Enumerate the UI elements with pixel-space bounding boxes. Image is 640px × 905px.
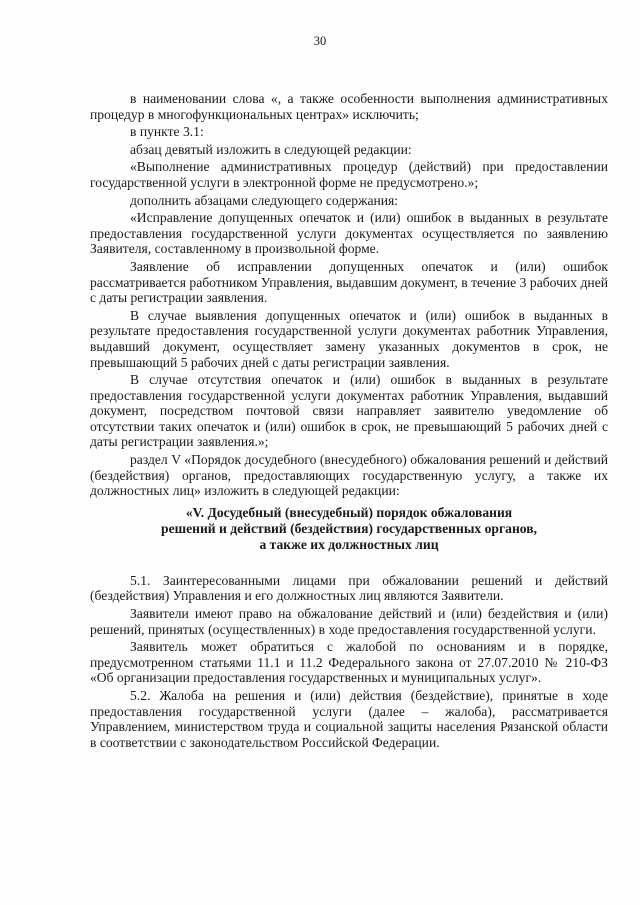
paragraph-name-change: в наименовании слова «, а также особенности выполнения административных процедур в многофункциональных центрах» исключить; [90, 91, 608, 122]
paragraph-electronic-form: «Выполнение административных процедур (действий) при предоставлении государственной услуги в электронной форме не предусмотрено.»; [90, 159, 608, 190]
paragraph-5-1: 5.1. Заинтересованными лицами при обжаловании решений и действий (бездействия) Управления и его должностных лиц являются Заявители. [90, 572, 608, 604]
section-v-heading [90, 505, 608, 553]
paragraph-5-2: 5.2. Жалоба на решения и (или) действия (бездействие), принятые в ходе предоставления государственной услуги (далее – жалоба), рассматривается Управлением, министерством труда и социальной защиты населения Рязанской области в соответствии с законодательством Российской Федерации. [90, 688, 608, 750]
paragraph-appeal-right: Заявители имеют право на обжалование действий и (или) бездействия и (или) решений, принятых (осуществленных) в ходе предоставления государственной услуги. [90, 606, 608, 637]
paragraph-complaint-grounds: Заявитель может обратиться с жалобой по основаниям и в порядке, предусмотренном статьями 11.1 и 11.2 Федерального закона от 27.07.2010 № 210-ФЗ «Об организации предоставления государственных и муниципальных услуг». [90, 639, 608, 686]
section-heading-line-1: «V. Досудебный (внесудебный) порядок обжалования [185, 504, 513, 520]
paragraph-correction-replacement: В случае выявления допущенных опечаток и (или) ошибок в выданных в результате предоставления государственной услуги документах работник Управления, выдавший документ, осуществляет замену указанных документов в срок, не превышающий 5 рабочих дней с даты регистрации заявления. [90, 307, 608, 370]
section-heading-line-2: решений и действий (бездействия) государственных органов, [161, 520, 537, 536]
document-body [90, 91, 608, 750]
page-number: 30 [313, 34, 327, 48]
paragraph-section-v-replace: раздел V «Порядок досудебного (внесудебного) обжалования решений и действий (бездействия) органов, предоставляющих государственную услугу, а также их должностных лиц» изложить в следующей редакции: [90, 452, 608, 499]
paragraph-ninth-abzac: абзац девятый изложить в следующей редакции: [130, 141, 412, 157]
paragraph-correction-request: «Исправление допущенных опечаток и (или) ошибок в выданных в результате предоставления государственной услуги документах осуществляется по заявлению Заявителя, составленному в произвольной форме. [90, 210, 608, 257]
paragraph-correction-review: Заявление об исправлении допущенных опечаток и (или) ошибок рассматривается работником Управления, выдавшим документ, в течение 3 рабочих дней с даты регистрации заявления. [90, 258, 608, 306]
paragraph-no-errors-notice: В случае отсутствия опечаток и (или) ошибок в выданных в результате предоставления государственной услуги документах работник Управления, выдавший документ, посредством почтовой связи направляет заявителю уведомление об отсутствии таких опечаток и (или) ошибок в срок, не превышающий 5 рабочих дней с даты регистрации заявления.»; [90, 372, 608, 450]
paragraph-add-abzacs: дополнить абзацами следующего содержания: [130, 192, 399, 208]
paragraph-point-3-1: в пункте 3.1: [130, 124, 204, 140]
section-heading-line-3: а также их должностных лиц [259, 536, 439, 552]
